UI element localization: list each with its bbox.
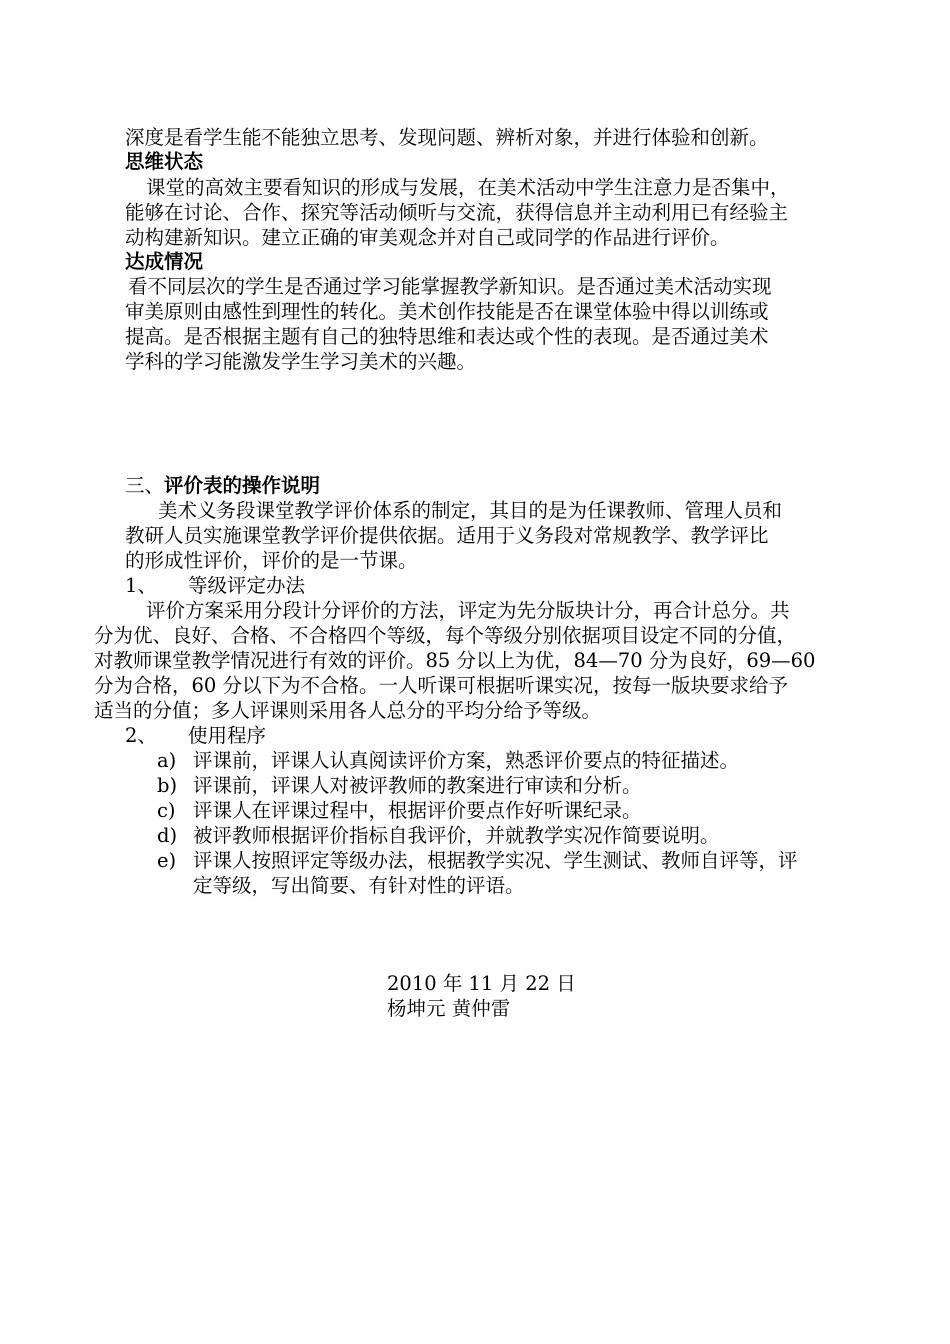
section-three-title: 评价表的操作说明 (164, 474, 321, 497)
part1-line-5: 适当的分值；多人评课则采用各人总分的平均分给予等级。 (94, 699, 602, 722)
list-item-b: 评课前，评课人对被评教师的教案进行审读和分析。 (193, 774, 642, 797)
signature-date: 2010 年 11 月 22 日 (387, 972, 576, 995)
signature-authors: 杨坤元 黄仲雷 (387, 997, 511, 1020)
list-item-marker-d: d) (157, 824, 178, 847)
achievement-line-4: 学科的学习能激发学生学习美术的兴趣。 (125, 350, 477, 373)
achievement-line-3: 提高。是否根据主题有自己的独特思维和表达或个性的表现。是否通过美术 (125, 325, 769, 348)
list-item-marker-b: b) (157, 774, 178, 797)
part1-line-4: 分为合格，60 分以下为不合格。一人听课可根据听课实况，按每一版块要求给予 (94, 674, 789, 697)
section-three-heading (125, 474, 320, 498)
list-item-e-line-2: 定等级，写出简要、有针对性的评语。 (193, 874, 525, 897)
list-item-marker-e: e) (157, 849, 177, 872)
part1-line-3: 对教师课堂教学情况进行有效的评价。85 分以上为优，84—70 分为良好，69—60 (94, 649, 816, 672)
list-item-e-line-1: 评课人按照评定等级办法，根据教学实况、学生测试、教师自评等，评 (193, 849, 798, 872)
list-item-d: 被评教师根据评价指标自我评价，并就教学实况作简要说明。 (193, 824, 720, 847)
achievement-heading: 达成情况 (125, 250, 204, 273)
achievement-line-2: 审美原则由感性到理性的转化。美术创作技能是否在课堂体验中得以训练或 (125, 300, 769, 323)
list-item-a: 评课前，评课人认真阅读评价方案，熟悉评价要点的特征描述。 (193, 749, 740, 772)
thinking-line-2: 能够在讨论、合作、探究等活动倾听与交流，获得信息并主动利用已有经验主 (125, 201, 789, 224)
intro-line: 深度是看学生能不能独立思考、发现问题、辨析对象，并进行体验和创新。 (125, 126, 769, 149)
part2-number: 2、 (125, 724, 157, 747)
part2-title: 使用程序 (188, 724, 267, 747)
thinking-heading: 思维状态 (125, 150, 204, 173)
thinking-line-1: 课堂的高效主要看知识的形成与发展，在美术活动中学生注意力是否集中， (146, 176, 790, 199)
part1-line-2: 分为优、良好、合格、不合格四个等级，每个等级分别依据项目设定不同的分值， (94, 624, 797, 647)
section-three-intro-1: 美术义务段课堂教学评价体系的制定，其目的是为任课教师、管理人员和 (158, 499, 783, 522)
list-item-marker-a: a) (157, 749, 177, 772)
list-item-marker-c: c) (157, 799, 176, 822)
thinking-line-3: 动构建新知识。建立正确的审美观念并对自己或同学的作品进行评价。 (125, 226, 730, 249)
list-item-c: 评课人在评课过程中，根据评价要点作好听课纪录。 (193, 799, 642, 822)
achievement-line-1: 看不同层次的学生是否通过学习能掌握教学新知识。是否通过美术活动实现 (128, 275, 772, 298)
part1-line-1: 评价方案采用分段计分评价的方法，评定为先分版块计分，再合计总分。共 (146, 599, 790, 622)
part1-title: 等级评定办法 (188, 574, 306, 597)
section-three-intro-2: 教研人员实施课堂教学评价提供依据。适用于义务段对常规教学、教学评比 (125, 524, 769, 547)
part1-number: 1、 (125, 574, 157, 597)
section-three-number: 三、 (125, 474, 165, 497)
section-three-intro-3: 的形成性评价，评价的是一节课。 (125, 549, 418, 572)
